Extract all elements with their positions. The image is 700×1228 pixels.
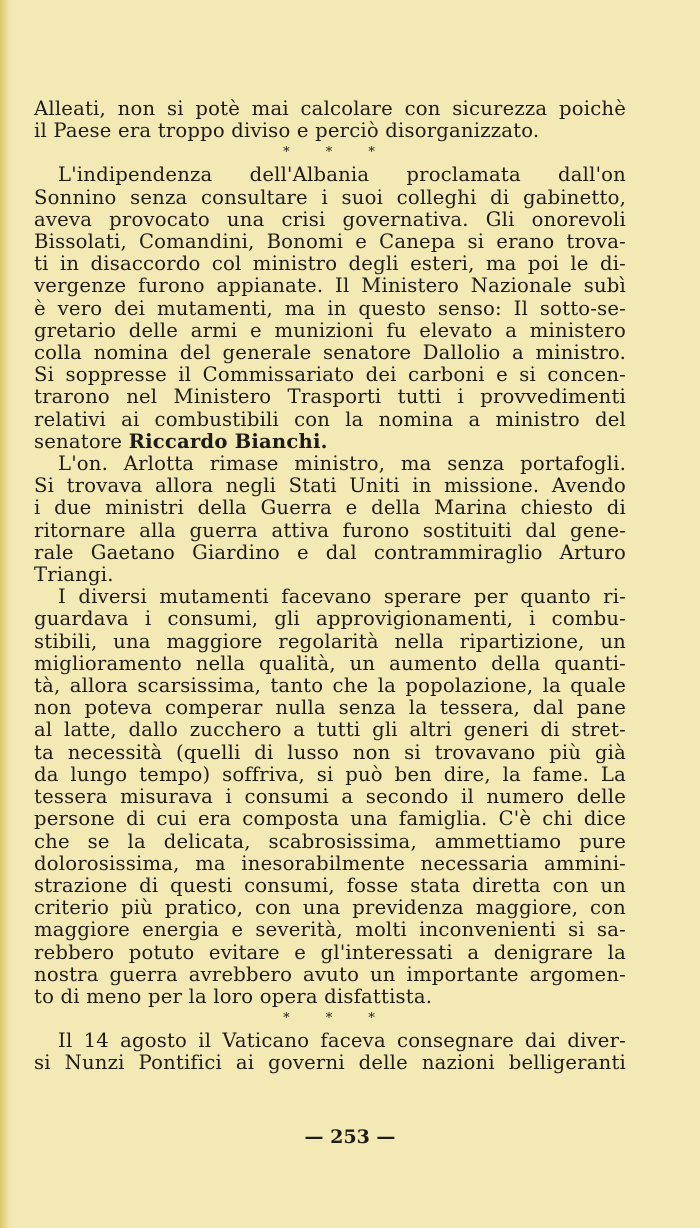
text-line: Si soppresse il Commissariato dei carboni e si concen- <box>34 363 626 387</box>
text-line: to di meno per la loro opera disfattista. <box>34 984 433 1008</box>
text-line: L'indipendenza dell'Albania proclamata dall'on <box>58 163 626 187</box>
text-line: che se la delicata, scabrosissima, ammettiamo pure <box>34 829 626 853</box>
text-line: tessera misurava i consumi a secondo il numero delle <box>34 785 626 809</box>
section-separator: * * * <box>283 1011 391 1027</box>
book-page-text <box>34 98 626 1075</box>
text-line: Sonnino senza consultare i suoi colleghi di gabinetto, <box>34 185 626 209</box>
text-line: L'on. Arlotta rimase ministro, ma senza portafogli. <box>58 452 626 476</box>
text-line: aveva provocato una crisi governativa. Gli onorevoli <box>34 207 626 231</box>
text-line: rebbero potuto evitare e gl'interessati a denigrare la <box>34 940 626 964</box>
text-line: non poteva comperar nulla senza la tessera, dal pane <box>34 696 626 720</box>
page-number: — 253 — <box>304 1126 396 1148</box>
text-line: I diversi mutamenti facevano sperare per quanto ri- <box>58 585 626 609</box>
text-line: miglioramento nella qualità, un aumento della quanti- <box>34 651 626 675</box>
paragraph-continued <box>34 98 626 142</box>
text-line: tà, allora scarsissima, tanto che la popolazione, la quale <box>34 674 626 698</box>
text-line: strazione di questi consumi, fosse stata diretta con un <box>34 873 626 897</box>
text-line <box>34 431 626 453</box>
text-line: nostra guerra avrebbero avuto un importante argomen- <box>34 962 626 986</box>
text-line: Triangi. <box>34 563 114 587</box>
text-line: trarono nel Ministero Trasporti tutti i provvedimenti <box>34 385 626 409</box>
text-line: da lungo tempo) soffriva, si può ben dire, la fame. La <box>34 762 626 786</box>
text-line: maggiore energia e severità, molti inconvenienti si sa- <box>34 918 626 942</box>
text-line: Alleati, non si potè mai calcolare con sicurezza poichè <box>34 97 626 120</box>
text-line: ti in disaccordo col ministro degli esteri, ma poi le di- <box>34 252 626 276</box>
text-line: relativi ai combustibili con la nomina a ministro del <box>34 407 626 431</box>
text-line: gretario delle armi e munizioni fu elevato a ministero <box>34 318 626 342</box>
text-line: criterio più pratico, con una previdenza maggiore, con <box>34 896 626 920</box>
text-line: Bissolati, Comandini, Bonomi e Canepa si erano trova- <box>34 230 626 254</box>
text-line: si Nunzi Pontifici ai governi delle nazioni belligeranti <box>34 1051 626 1075</box>
text-line: ta necessità (quelli di lusso non si trovavano più già <box>34 740 626 764</box>
text-line: al latte, dallo zucchero a tutti gli altri generi di stret- <box>34 718 626 742</box>
text-line: vergenze furono appianate. Il Ministero Nazionale subì <box>34 274 626 298</box>
text-line: stibili, una maggiore regolarità nella ripartizione, un <box>34 629 626 653</box>
page-edge <box>0 0 12 1228</box>
text-line: i due ministri della Guerra e della Marina chiesto di <box>34 496 626 520</box>
paragraph-arlotta <box>34 453 626 586</box>
bold-name: Riccardo Bianchi. <box>128 429 328 453</box>
paragraph-vaticano <box>34 1030 626 1074</box>
text-line: il Paese era troppo diviso e perciò disorganizzato. <box>34 119 540 143</box>
text-line: guardava i consumi, gli approvigionamenti, i combu- <box>34 607 626 631</box>
paragraph-consumi <box>34 586 626 1008</box>
text-fragment: senatore <box>34 429 123 453</box>
text-line: rale Gaetano Giardino e dal contrammiraglio Arturo <box>34 540 626 564</box>
text-line: dolorosissima, ma inesorabilmente necessaria ammini- <box>34 851 626 875</box>
paragraph-albania <box>34 164 626 453</box>
section-separator: * * * <box>283 145 391 161</box>
text-line: persone di cui era composta una famiglia. C'è chi dice <box>34 807 626 831</box>
text-line: colla nomina del generale senatore Dallolio a ministro. <box>34 341 626 365</box>
text-line: Si trovava allora negli Stati Uniti in missione. Avendo <box>34 474 626 498</box>
text-line: Il 14 agosto il Vaticano faceva consegnare dai diver- <box>58 1029 626 1053</box>
text-line: ritornare alla guerra attiva furono sostituiti dal gene- <box>34 518 626 542</box>
text-line: è vero dei mutamenti, ma in questo senso: Il sotto-se- <box>34 296 626 320</box>
